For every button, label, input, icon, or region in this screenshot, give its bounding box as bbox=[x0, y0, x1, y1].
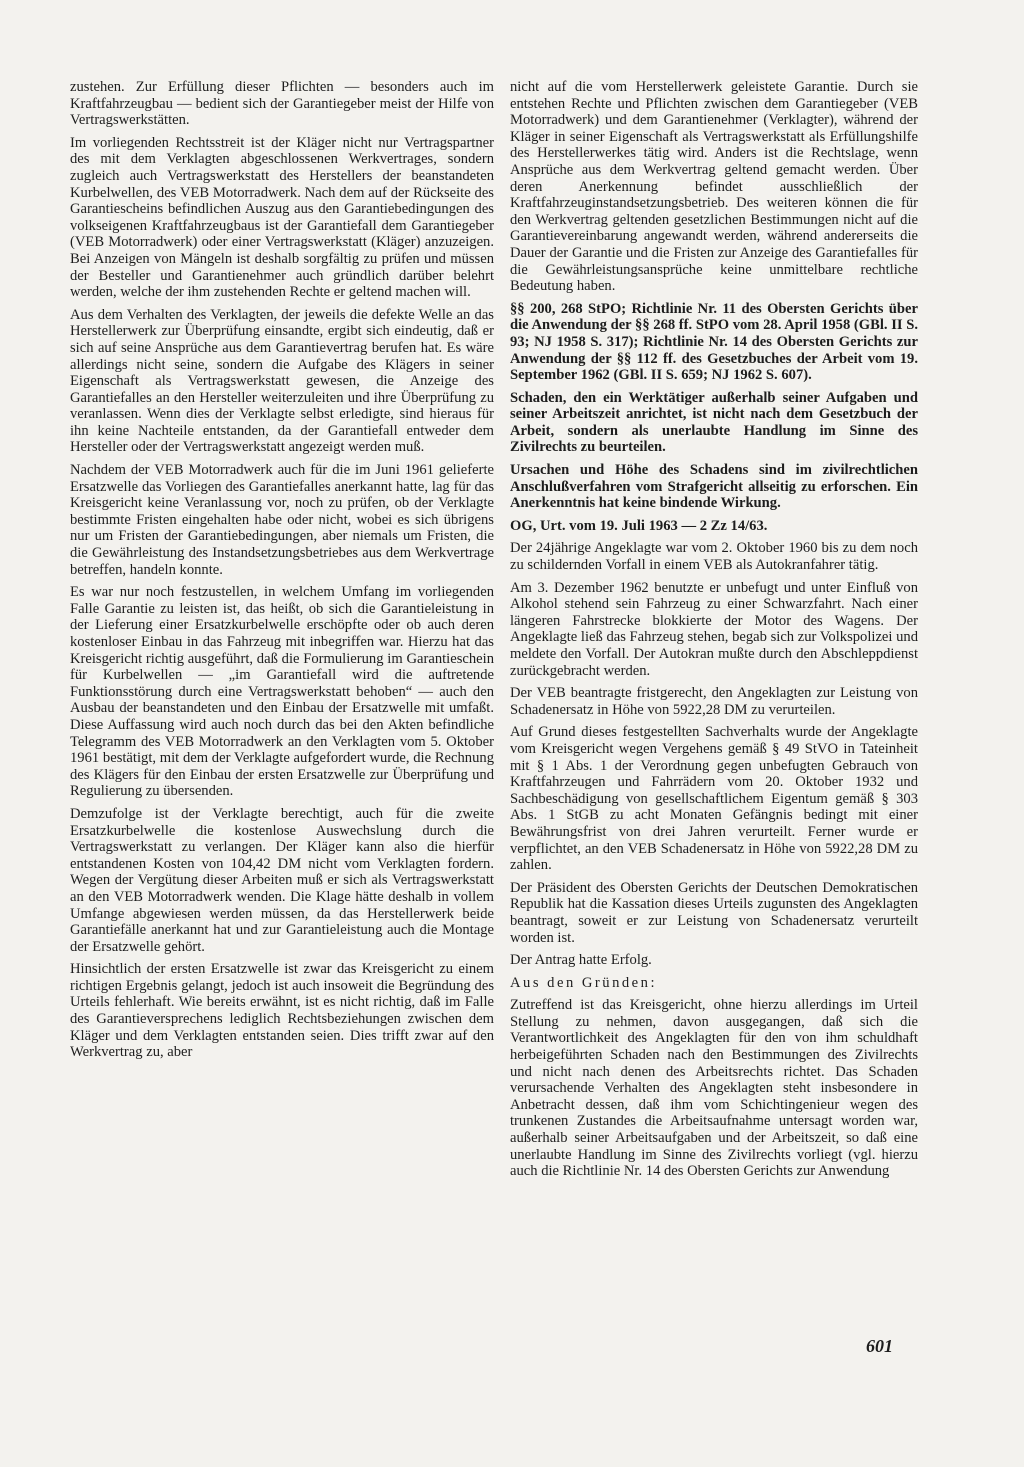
paragraph: zustehen. Zur Erfüllung dieser Pflichten — besonders auch im Kraftfahrzeugbau — bedient sich der Garantiegeber meist der Hilfe von Vertragswerkstätten. bbox=[70, 79, 494, 129]
left-column bbox=[70, 79, 494, 1067]
paragraph: Der 24jährige Angeklagte war vom 2. Oktober 1960 bis zu dem noch zu schildernden Vorfall in einem VEB als Autokranfahrer tätig. bbox=[510, 540, 918, 574]
section-heading: Aus den Gründen: bbox=[510, 974, 658, 991]
headnote: Schaden, den ein Werktätiger außerhalb seiner Aufgaben und seiner Arbeitszeit anrichtet, ist nicht nach dem Gesetzbuch der Arbeit, sondern als unerlaubte Handlung im Sinne des Zivilrechts zu beurteilen. bbox=[510, 389, 918, 456]
paragraph: Zutreffend ist das Kreisgericht, ohne hierzu allerdings im Urteil Stellung zu nehmen, davon ausgegangen, daß sich die Verantwortlichkeit des Angeklagten für den von ihm schuldhaft herbeigeführten Schaden nach den Bestimmungen des Zivilrechts und nicht nach denen des Arbeitsrechts richtet. Das Schaden verursachende Verhalten des Angeklagten steht insbesondere in Anbetracht dessen, daß ihm vom Schichtingenieur wegen des trunkenen Zustandes die Arbeitsaufnahme untersagt worden war, außerhalb seiner Arbeitsaufgaben und der Arbeitszeit, so daß eine unerlaubte Handlung im Sinne des Zivilrechts vorliegt (vgl. hierzu auch die Richtlinie Nr. 14 des Obersten Gerichts zur Anwendung bbox=[510, 997, 918, 1180]
headnote: Ursachen und Höhe des Schadens sind im zivilrechtlichen Anschlußverfahren vom Strafgericht allseitig zu erforschen. Ein Anerkenntnis hat keine bindende Wirkung. bbox=[510, 462, 918, 512]
paragraph: Auf Grund dieses festgestellten Sachverhalts wurde der Angeklagte vom Kreisgericht wegen Vergehens gemäß § 49 StVO in Tateinheit mit § 1 Abs. 1 der Verordnung gegen unbefugten Gebrauch von Kraftfahrzeugen und Fahrrädern vom 20. Oktober 1932 und Sachbeschädigung von gesellschaftlichem Eigentum gemäß § 303 Abs. 1 StGB zu acht Monaten Gefängnis bedingt mit einer Bewährungsfrist von drei Jahren verurteilt. Ferner wurde er verpflichtet, an den VEB Schadenersatz in Höhe von 5922,28 DM zu zahlen. bbox=[510, 724, 918, 874]
paragraph: Hinsichtlich der ersten Ersatzwelle ist zwar das Kreisgericht zu einem richtigen Ergebnis gelangt, jedoch ist auch insoweit die Begründung des Urteils fehlerhaft. Wie bereits erwähnt, ist es nicht richtig, daß im Falle des Garantieversprechens lediglich Rechtsbeziehungen zwischen dem Kläger und dem Verklagten entstanden seien. Dies trifft zwar auf den Werkvertrag zu, aber bbox=[70, 961, 494, 1061]
paragraph: Am 3. Dezember 1962 benutzte er unbefugt und unter Einfluß von Alkohol stehend sein Fahrzeug zu einer Schwarzfahrt. Nach einer längeren Fahrstrecke blokkierte der Motor des Wagens. Der Angeklagte ließ das Fahrzeug stehen, begab sich zur Volkspolizei und meldete den Vorfall. Der Autokran mußte durch den Abschleppdienst zurückgebracht werden. bbox=[510, 579, 918, 679]
paragraph: Nachdem der VEB Motorradwerk auch für die im Juni 1961 gelieferte Ersatzwelle das Vorliegen des Garantiefalles anerkannt hatte, lag für das Kreisgericht keine Veranlassung vor, noch zu prüfen, ob der Verklagte bestimmte Fristen eingehalten habe oder nicht, wobei es sich übrigens nur um Fristen der Garantiebedingungen, aber niemals um Fristen, die die Gewährleistung des Instandsetzungsbetriebes aus dem Werkvertrage betreffen, handeln konnte. bbox=[70, 462, 494, 578]
paragraph: Es war nur noch festzustellen, in welchem Umfang im vorliegenden Falle Garantie zu leisten ist, das heißt, ob sich die Garantieleistung in der Lieferung einer Ersatzkurbelwelle erschöpfte oder ob auch deren kostenloser Einbau in das Fahrzeug mit inbegriffen war. Hierzu hat das Kreisgericht richtig ausgeführt, daß die Formulierung im Garantieschein für Kurbelwellen — „im Garantiefall wird die auftretende Funktionsstörung durch eine Vertragswerkstatt behoben“ — auch den Ausbau der beanstandeten und den Einbau der Ersatzwelle mit umfaßt. Diese Auffassung wird auch noch durch das bei den Akten befindliche Telegramm des VEB Motorradwerk an den Verklagten vom 5. Oktober 1961 bestätigt, mit dem der Verklagte aufgefordert wurde, die Rechnung des Klägers für den Einbau der ersten Ersatzwelle zur Überprüfung und Regulierung zu übersenden. bbox=[70, 584, 494, 800]
paragraph: Der VEB beantragte fristgerecht, den Angeklagten zur Leistung von Schadenersatz in Höhe von 5922,28 DM zu verurteilen. bbox=[510, 685, 918, 718]
court-reference: OG, Urt. vom 19. Juli 1963 — 2 Zz 14/63. bbox=[510, 517, 768, 534]
legal-citation: §§ 200, 268 StPO; Richtlinie Nr. 11 des Obersten Gerichts über die Anwendung der §§ 268 ff. StPO vom 28. April 1958 (GBl. II S. 93; NJ 1958 S. 317); Richtlinie Nr. 14 des Obersten Gerichts zur Anwendung der §§ 112 ff. des Gesetzbuches der Arbeit vom 19. September 1962 (GBl. II S. 659; NJ 1962 S. 607). bbox=[510, 300, 918, 384]
page-number: 601 bbox=[866, 1336, 893, 1356]
paragraph: nicht auf die vom Herstellerwerk geleistete Garantie. Durch sie entstehen Rechte und Pflichten zwischen dem Garantiegeber (VEB Motorradwerk) und dem Garantienehmer (Verklagter), während der Kläger in seiner Eigenschaft als Vertragswerkstatt als Erfüllungshilfe des Herstellerwerkes tätig wird. Anders ist die Rechtslage, wenn Ansprüche aus dem Werkvertrag geltend gemacht werden. Über deren Anerkennung befindet ausschließlich der Kraftfahrzeuginstandsetzungsbetrieb. Des weiteren können die für den Werkvertrag geltenden gesetzlichen Bestimmungen nicht auf die Garantievereinbarung angewandt werden, während andererseits die Dauer der Garantie und die Fristen zur Anzeige des Garantiefalles für die Gewährleistungsansprüche keine unmittelbare rechtliche Bedeutung haben. bbox=[510, 79, 918, 295]
right-column bbox=[510, 79, 918, 1186]
paragraph: Der Präsident des Obersten Gerichts der Deutschen Demokratischen Republik hat die Kassation dieses Urteils zugunsten des Angeklagten beantragt, soweit er zur Leistung von Schadenersatz verurteilt worden ist. bbox=[510, 879, 918, 946]
paragraph: Demzufolge ist der Verklagte berechtigt, auch für die zweite Ersatzkurbelwelle die kostenlose Auswechslung durch die Vertragswerkstatt zu verlangen. Der Kläger kann also die hierfür entstandenen Kosten von 104,42 DM nicht vom Verklagten fordern. Wegen der Vergütung dieser Arbeiten muß er sich als Vertragswerkstatt an den VEB Motorradwerk wenden. Die Klage hätte deshalb in vollem Umfange abgewiesen werden müssen, da das Herstellerwerk beide Garantiefälle anerkannt hat und zur Garantieleistung auch die Montage der Ersatzwelle gehört. bbox=[70, 805, 494, 955]
paragraph: Im vorliegenden Rechtsstreit ist der Kläger nicht nur Vertragspartner des mit dem Verklagten abgeschlossenen Werkvertrages, sondern zugleich auch Vertragswerkstatt des Herstellers der beanstandeten Kurbelwellen, des VEB Motorradwerk. Nach dem auf der Rückseite des Garantiescheins befindlichen Auszug aus den Garantiebedingungen des volkseigenen Kraftfahrzeugbaus ist der Garantiefall dem Garantiegeber (VEB Motorradwerk) oder einer Vertragswerkstatt (Kläger) anzuzeigen. Bei Anzeigen von Mängeln ist deshalb sorgfältig zu prüfen und müssen der Besteller und Garantienehmer auch gründlich darüber belehrt werden, welche der ihm zustehenden Rechte er geltend machen will. bbox=[70, 134, 494, 301]
paragraph: Aus dem Verhalten des Verklagten, der jeweils die defekte Welle an das Herstellerwerk zur Überprüfung einsandte, ergibt sich eindeutig, daß er sich auf seine Ansprüche aus dem Garantievertrag berufen hat. Es wäre allerdings nicht seine, sondern die Aufgabe des Klägers in seiner Eigenschaft als Vertragswerkstatt gewesen, die Anzeige des Garantiefalles an den Hersteller weiterzuleiten und ihre Überprüfung zu veranlassen. Wenn dies der Verklagte selbst erledigte, sind hieraus für ihn keine Nachteile entstanden, da der Garantiefall entweder dem Hersteller oder der Vertragswerkstatt angezeigt werden muß. bbox=[70, 306, 494, 456]
paragraph: Der Antrag hatte Erfolg. bbox=[510, 952, 652, 969]
